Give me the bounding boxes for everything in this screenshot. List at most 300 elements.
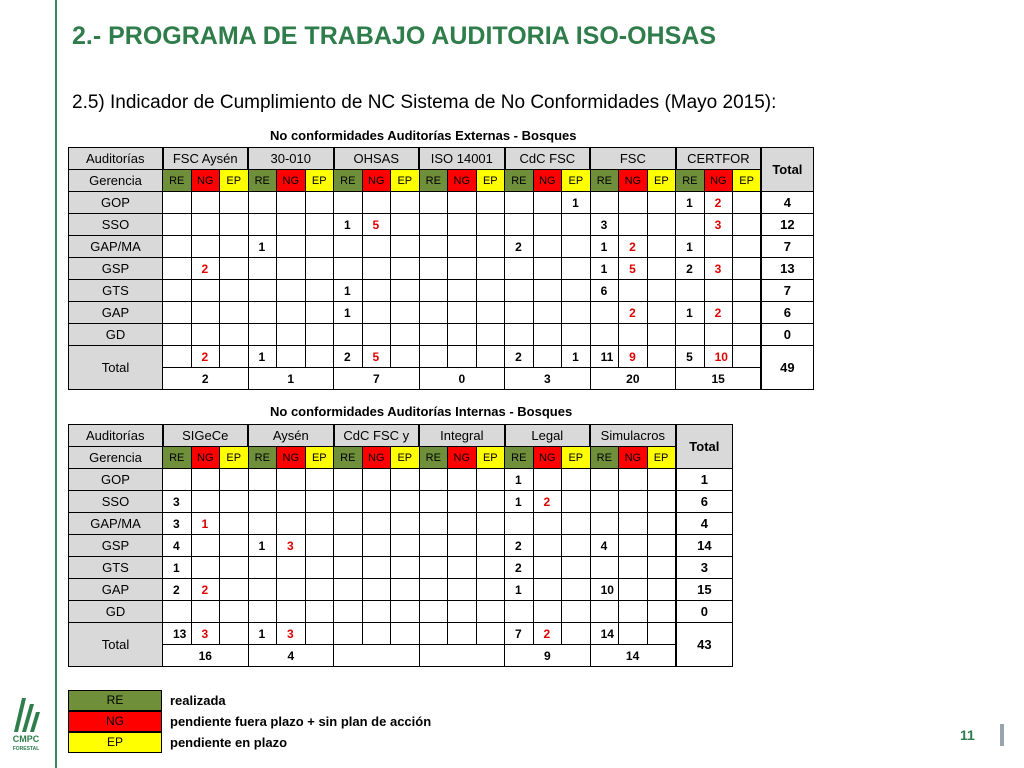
value-cell [590, 491, 619, 513]
row-total: 12 [761, 214, 813, 236]
value-cell [505, 214, 534, 236]
status-re-header: RE [248, 447, 277, 469]
totals-cell [391, 623, 420, 645]
table-row [69, 601, 733, 623]
value-cell [220, 280, 249, 302]
value-cell [533, 324, 562, 346]
status-ng-header: NG [448, 447, 477, 469]
value-cell: 2 [505, 535, 534, 557]
table-row [69, 513, 733, 535]
value-cell [362, 236, 391, 258]
value-cell [476, 280, 505, 302]
value-cell [562, 258, 591, 280]
audit-group-header: CERTFOR [676, 148, 762, 170]
slide-title: 2.- PROGRAMA DE TRABAJO AUDITORIA ISO-OHSAS [72, 22, 717, 50]
audit-group-header: CdC FSC y [334, 425, 420, 447]
totals-cell: 2 [533, 623, 562, 645]
value-cell [334, 535, 363, 557]
value-cell [476, 491, 505, 513]
value-cell [362, 491, 391, 513]
value-cell [220, 192, 249, 214]
value-cell [476, 236, 505, 258]
status-re-header: RE [590, 447, 619, 469]
value-cell [163, 192, 192, 214]
value-cell [334, 601, 363, 623]
value-cell: 3 [163, 491, 192, 513]
value-cell [647, 513, 676, 535]
row-label: GAP [69, 302, 163, 324]
status-ng-header: NG [704, 170, 733, 192]
value-cell: 3 [163, 513, 192, 535]
status-ep-header: EP [391, 447, 420, 469]
value-cell [590, 302, 619, 324]
row-total: 14 [676, 535, 733, 557]
status-ep-header: EP [476, 170, 505, 192]
totals-cell [334, 623, 363, 645]
value-cell [362, 557, 391, 579]
value-cell [619, 557, 648, 579]
totals-cell: 13 [163, 623, 192, 645]
row-total: 7 [761, 236, 813, 258]
value-cell [220, 258, 249, 280]
status-ng-header: NG [533, 170, 562, 192]
value-cell [419, 513, 448, 535]
logo-name: CMPC [12, 734, 40, 744]
totals-cell [277, 346, 306, 368]
logo-wordmark [6, 734, 46, 754]
header-row-audits [69, 425, 733, 447]
row-total: 3 [676, 557, 733, 579]
value-cell [248, 214, 277, 236]
value-cell [362, 469, 391, 491]
value-cell [391, 214, 420, 236]
value-cell: 5 [362, 214, 391, 236]
value-cell [334, 491, 363, 513]
value-cell [362, 535, 391, 557]
group-sum-cell: 16 [163, 645, 249, 667]
value-cell [305, 579, 334, 601]
totals-cell [562, 623, 591, 645]
status-ep-header: EP [220, 447, 249, 469]
status-re-header: RE [334, 447, 363, 469]
status-ng-header: NG [619, 170, 648, 192]
totals-cell [533, 346, 562, 368]
value-cell [248, 192, 277, 214]
value-cell [163, 601, 192, 623]
value-cell [562, 280, 591, 302]
page-number-bar [1000, 724, 1004, 746]
value-cell [220, 302, 249, 324]
logo-subtitle: FORESTAL [12, 746, 40, 752]
value-cell [334, 324, 363, 346]
group-sum-cell: 14 [590, 645, 676, 667]
row-total: 0 [761, 324, 813, 346]
value-cell [647, 192, 676, 214]
value-cell [704, 236, 733, 258]
value-cell [277, 214, 306, 236]
legend-item [68, 711, 431, 732]
totals-cell: 2 [191, 346, 220, 368]
row-label: SSO [69, 214, 163, 236]
value-cell [191, 491, 220, 513]
legend-text: realizada [170, 693, 226, 708]
value-cell [533, 469, 562, 491]
value-cell [619, 280, 648, 302]
totals-cell: 1 [562, 346, 591, 368]
value-cell [277, 469, 306, 491]
value-cell [305, 513, 334, 535]
value-cell [305, 258, 334, 280]
status-ng-header: NG [191, 447, 220, 469]
value-cell [220, 557, 249, 579]
value-cell: 1 [590, 258, 619, 280]
table-row [69, 324, 814, 346]
value-cell [533, 280, 562, 302]
status-ng-header: NG [619, 447, 648, 469]
value-cell [334, 579, 363, 601]
group-sum-cell: 3 [505, 368, 591, 390]
row-label: GAP/MA [69, 236, 163, 258]
value-cell [305, 535, 334, 557]
value-cell [647, 280, 676, 302]
value-cell [419, 192, 448, 214]
value-cell [590, 557, 619, 579]
grand-total: 49 [761, 346, 813, 390]
totals-cell [391, 346, 420, 368]
totals-label: Total [69, 623, 163, 667]
totals-cell: 2 [505, 346, 534, 368]
audit-group-header: SIGeCe [163, 425, 249, 447]
value-cell [533, 579, 562, 601]
group-sums-row [69, 368, 814, 390]
totals-cell [305, 346, 334, 368]
table-row [69, 214, 814, 236]
row-label: SSO [69, 491, 163, 513]
status-ep-header: EP [305, 170, 334, 192]
status-legend [68, 690, 431, 753]
value-cell [562, 214, 591, 236]
value-cell: 2 [191, 258, 220, 280]
value-cell: 1 [248, 535, 277, 557]
value-cell [562, 469, 591, 491]
row-total: 6 [676, 491, 733, 513]
value-cell [305, 236, 334, 258]
value-cell [391, 469, 420, 491]
value-cell [419, 535, 448, 557]
value-cell [191, 302, 220, 324]
value-cell [220, 579, 249, 601]
value-cell [448, 601, 477, 623]
value-cell [305, 491, 334, 513]
value-cell: 1 [676, 192, 705, 214]
total-header: Total [676, 425, 733, 469]
status-re-header: RE [163, 170, 192, 192]
value-cell [733, 236, 762, 258]
value-cell [391, 557, 420, 579]
value-cell: 2 [676, 258, 705, 280]
value-cell [220, 214, 249, 236]
group-sum-cell: 15 [676, 368, 762, 390]
value-cell: 5 [619, 258, 648, 280]
value-cell [391, 601, 420, 623]
table-row [69, 280, 814, 302]
legend-item [68, 732, 431, 753]
page-number: 11 [960, 727, 975, 743]
status-ng-header: NG [191, 170, 220, 192]
value-cell [562, 535, 591, 557]
status-ng-header: NG [277, 170, 306, 192]
value-cell [191, 535, 220, 557]
totals-row [69, 346, 814, 368]
value-cell [590, 469, 619, 491]
value-cell [647, 491, 676, 513]
group-sum-cell [334, 645, 420, 667]
grand-total: 43 [676, 623, 733, 667]
value-cell [277, 280, 306, 302]
value-cell [191, 214, 220, 236]
value-cell [248, 258, 277, 280]
totals-cell: 5 [676, 346, 705, 368]
status-ng-header: NG [362, 447, 391, 469]
value-cell [647, 535, 676, 557]
audit-group-header: CdC FSC [505, 148, 591, 170]
value-cell [619, 469, 648, 491]
status-re-header: RE [505, 447, 534, 469]
totals-cell [419, 623, 448, 645]
legend-text: pendiente fuera plazo + sin plan de acción [170, 714, 432, 729]
legend-swatch: RE [68, 690, 162, 711]
corner-label: Auditorías [69, 148, 163, 170]
table-row [69, 579, 733, 601]
value-cell [419, 324, 448, 346]
value-cell [334, 236, 363, 258]
value-cell [562, 557, 591, 579]
value-cell [334, 469, 363, 491]
value-cell: 4 [590, 535, 619, 557]
value-cell: 2 [505, 236, 534, 258]
value-cell [448, 557, 477, 579]
value-cell [248, 557, 277, 579]
value-cell [163, 324, 192, 346]
status-ep-header: EP [220, 170, 249, 192]
value-cell: 1 [562, 192, 591, 214]
totals-cell [733, 346, 762, 368]
status-ep-header: EP [305, 447, 334, 469]
status-ep-header: EP [733, 170, 762, 192]
group-sum-cell: 2 [163, 368, 249, 390]
totals-cell [647, 623, 676, 645]
value-cell [647, 557, 676, 579]
internal-audits-table [68, 424, 733, 667]
value-cell [448, 258, 477, 280]
status-ep-header: EP [391, 170, 420, 192]
totals-cell: 9 [619, 346, 648, 368]
row-total: 15 [676, 579, 733, 601]
value-cell [220, 236, 249, 258]
row-label: GSP [69, 258, 163, 280]
status-re-header: RE [676, 170, 705, 192]
value-cell [533, 192, 562, 214]
value-cell [704, 280, 733, 302]
totals-cell: 5 [362, 346, 391, 368]
value-cell [191, 557, 220, 579]
value-cell [476, 579, 505, 601]
audit-group-header: 30-010 [248, 148, 334, 170]
row-label: GTS [69, 280, 163, 302]
value-cell [619, 214, 648, 236]
group-sum-cell: 4 [248, 645, 334, 667]
value-cell [220, 469, 249, 491]
value-cell [163, 469, 192, 491]
value-cell [419, 601, 448, 623]
value-cell [733, 324, 762, 346]
totals-cell: 11 [590, 346, 619, 368]
value-cell [448, 214, 477, 236]
totals-cell [220, 346, 249, 368]
value-cell [533, 258, 562, 280]
audit-group-header: FSC Aysén [163, 148, 249, 170]
value-cell [419, 302, 448, 324]
totals-cell: 1 [248, 623, 277, 645]
value-cell [647, 324, 676, 346]
value-cell: 1 [248, 236, 277, 258]
group-sum-cell: 0 [419, 368, 505, 390]
status-ep-header: EP [562, 170, 591, 192]
totals-cell [220, 623, 249, 645]
value-cell [448, 535, 477, 557]
value-cell [362, 302, 391, 324]
totals-cell: 3 [191, 623, 220, 645]
value-cell [391, 535, 420, 557]
value-cell [248, 579, 277, 601]
value-cell [647, 236, 676, 258]
value-cell [305, 214, 334, 236]
value-cell [533, 236, 562, 258]
audit-group-header: Aysén [248, 425, 334, 447]
value-cell [476, 469, 505, 491]
value-cell [277, 236, 306, 258]
value-cell [476, 324, 505, 346]
legend-text: pendiente en plazo [170, 735, 288, 750]
value-cell [391, 192, 420, 214]
value-cell [505, 601, 534, 623]
value-cell [391, 258, 420, 280]
row-total: 13 [761, 258, 813, 280]
value-cell [277, 302, 306, 324]
value-cell [704, 324, 733, 346]
value-cell [191, 280, 220, 302]
value-cell [248, 513, 277, 535]
value-cell [277, 513, 306, 535]
row-label: GTS [69, 557, 163, 579]
value-cell: 1 [590, 236, 619, 258]
value-cell [277, 579, 306, 601]
value-cell [733, 214, 762, 236]
value-cell [647, 469, 676, 491]
audit-group-header: OHSAS [334, 148, 420, 170]
value-cell [391, 302, 420, 324]
corner-label: Auditorías [69, 425, 163, 447]
value-cell [362, 579, 391, 601]
table-row [69, 535, 733, 557]
value-cell [562, 491, 591, 513]
value-cell [619, 513, 648, 535]
row-label: GAP/MA [69, 513, 163, 535]
value-cell [562, 513, 591, 535]
audit-group-header: Integral [419, 425, 505, 447]
value-cell: 3 [277, 535, 306, 557]
value-cell [733, 302, 762, 324]
table-row [69, 491, 733, 513]
value-cell [362, 513, 391, 535]
value-cell [277, 324, 306, 346]
value-cell [362, 280, 391, 302]
value-cell: 2 [619, 236, 648, 258]
value-cell [619, 324, 648, 346]
value-cell: 3 [704, 214, 733, 236]
totals-cell: 10 [704, 346, 733, 368]
totals-cell [476, 346, 505, 368]
value-cell [533, 535, 562, 557]
value-cell: 1 [505, 491, 534, 513]
row-total: 4 [761, 192, 813, 214]
header-row-status [69, 447, 733, 469]
value-cell [505, 280, 534, 302]
status-re-header: RE [248, 170, 277, 192]
totals-cell: 14 [590, 623, 619, 645]
status-re-header: RE [163, 447, 192, 469]
group-sum-cell: 20 [590, 368, 676, 390]
status-ng-header: NG [448, 170, 477, 192]
value-cell [647, 601, 676, 623]
slide-vertical-rule [55, 0, 57, 768]
value-cell [362, 192, 391, 214]
value-cell [419, 258, 448, 280]
value-cell [305, 192, 334, 214]
row-total: 4 [676, 513, 733, 535]
status-ep-header: EP [562, 447, 591, 469]
table-row [69, 258, 814, 280]
value-cell [277, 192, 306, 214]
group-sum-cell: 1 [248, 368, 334, 390]
audit-group-header: FSC [590, 148, 676, 170]
value-cell: 3 [704, 258, 733, 280]
value-cell [163, 280, 192, 302]
totals-cell [163, 346, 192, 368]
status-re-header: RE [334, 170, 363, 192]
value-cell: 1 [334, 214, 363, 236]
value-cell [334, 513, 363, 535]
value-cell [163, 236, 192, 258]
status-ng-header: NG [362, 170, 391, 192]
value-cell: 2 [704, 302, 733, 324]
value-cell [334, 557, 363, 579]
value-cell [676, 214, 705, 236]
value-cell [362, 258, 391, 280]
totals-cell [305, 623, 334, 645]
value-cell [191, 192, 220, 214]
totals-cell: 7 [505, 623, 534, 645]
value-cell: 2 [505, 557, 534, 579]
value-cell [533, 557, 562, 579]
totals-cell: 2 [334, 346, 363, 368]
value-cell [619, 601, 648, 623]
value-cell [590, 601, 619, 623]
value-cell [391, 513, 420, 535]
value-cell [733, 280, 762, 302]
value-cell [419, 469, 448, 491]
totals-cell: 3 [277, 623, 306, 645]
